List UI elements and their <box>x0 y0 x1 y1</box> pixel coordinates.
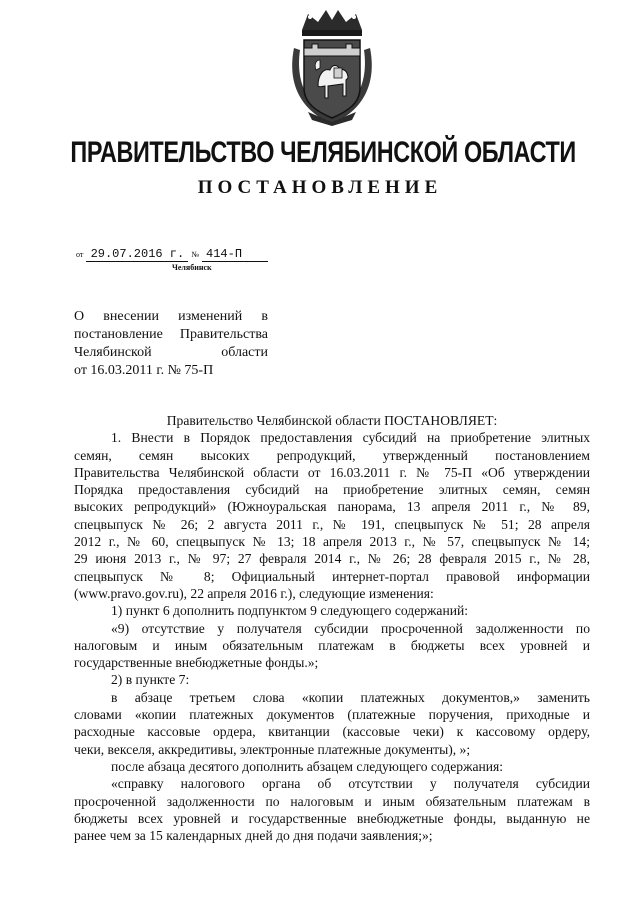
body-line: просроченной задолженности по налоговым и иным обязательным платежам в <box>74 793 590 809</box>
document-type: ПОСТАНОВЛЕНИЕ <box>197 177 443 198</box>
subject-line: О внесении изменений в <box>74 309 268 324</box>
body-line: государственные внебюджетные фонды.»; <box>74 655 319 671</box>
document-subject <box>74 308 268 380</box>
document-body <box>74 412 590 844</box>
body-line: спецвыпуск № 26; 2 августа 2011 г., № 191, спецвыпуск № 51; 28 апреля <box>74 516 590 532</box>
body-line: 2012 г., № 60, спецвыпуск № 13; 18 апреля 2013 г., № 57, спецвыпуск № 14; <box>74 534 590 550</box>
body-line: высоких репродукций» (Южноуральская панорама, 13 апреля 2011 г., № 89, <box>74 499 590 515</box>
body-line: спецвыпуск № 8; Официальный интернет-портал правовой информации <box>74 568 590 584</box>
government-title: ПРАВИТЕЛЬСТВО ЧЕЛЯБИНСКОЙ ОБЛАСТИ <box>70 136 576 169</box>
body-line: 1) пункт 6 дополнить подпунктом 9 следующего содержаний: <box>111 603 469 619</box>
date-prefix: от <box>76 250 84 259</box>
number-prefix: № <box>191 250 200 259</box>
body-line: Правительство Челябинской области ПОСТАНОВЛЯЕТ: <box>166 413 498 428</box>
body-line: в абзаце третьем слова «копии платежных документов,» заменить <box>111 689 590 705</box>
body-line: семян, семян высоких репродукций, утвержденный постановлением <box>74 447 590 463</box>
body-line: после абзаца десятого дополнить абзацем следующего содержания: <box>111 758 504 774</box>
body-line: расходные кассовые ордера, квитанции (кассовые чеки) к кассовому ордеру, <box>74 724 590 740</box>
body-line: (www.pravo.gov.ru), 22 апреля 2016 г.), следующие изменения: <box>74 585 434 601</box>
subject-line: Челябинской области <box>74 345 268 360</box>
body-line: словами «копии платежных документов (платежные поручения, приходные и <box>74 707 590 723</box>
body-line: Порядка предоставления субсидий на приобретение элитных семян, семян <box>74 482 590 498</box>
body-line: 2) в пункте 7: <box>111 672 190 688</box>
body-line: 29 июня 2013 г., № 97; 27 февраля 2014 г., № 26; 28 февраля 2015 г., № 28, <box>74 551 590 567</box>
body-line: «справку налогового органа об отсутствии у получателя субсидии <box>111 776 590 792</box>
subject-line: от 16.03.2011 г. № 75-П <box>74 363 214 378</box>
body-line: 1. Внести в Порядок предоставления субсидий на приобретение элитных <box>111 430 590 446</box>
body-line: «9) отсутствие у получателя субсидии просроченной задолженности по <box>111 620 590 636</box>
chelyabinsk-coat-of-arms-icon <box>288 8 376 126</box>
document-number: 414-П <box>202 247 268 262</box>
body-line: бюджеты всех уровней и государственные внебюджетные фонды, выданную не <box>74 810 590 826</box>
body-line: ранее чем за 15 календарных дней до дня подачи заявления;»; <box>74 828 433 844</box>
document-date: 29.07.2016 г. <box>86 247 188 262</box>
subject-line: постановление Правительства <box>74 327 268 342</box>
body-line: чеки, векселя, аккредитивы, электронные платежные документы), »; <box>74 741 471 757</box>
city-label: Челябинск <box>172 263 212 272</box>
document-meta <box>76 246 268 264</box>
body-line: Правительства Челябинской области от 16.03.2011 г. № 75-П «Об утверждении <box>74 464 590 480</box>
body-line: налоговым и иным обязательным платежам в бюджеты всех уровней и <box>74 637 590 653</box>
